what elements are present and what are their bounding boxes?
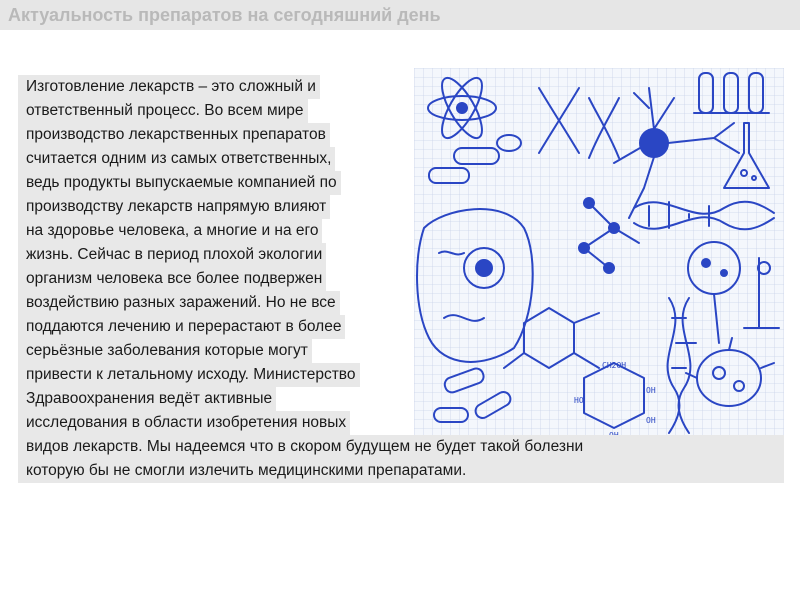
structure-label-ho: HO	[574, 396, 584, 405]
body-line: на здоровье человека, а многие и на его	[18, 219, 322, 243]
body-text	[18, 75, 784, 484]
body-line: видов лекарств. Мы надеемся что в скором будущем не будет такой болезни	[18, 435, 784, 459]
body-line: Изготовление лекарств – это сложный и	[18, 75, 320, 99]
slide-title: Актуальность препаратов на сегодняшний день	[8, 5, 441, 25]
structure-label-oh-2: OH	[646, 416, 656, 425]
body-line: организм человека все более подвержен	[18, 267, 326, 291]
body-line: которую бы не смогли излечить медицинскими препаратами.	[18, 459, 784, 483]
body-line: жизнь. Сейчас в период плохой экологии	[18, 243, 326, 267]
body-line: воздействию разных заражений. Но не все	[18, 291, 340, 315]
body-line: ведь продукты выпускаемые компанией по	[18, 171, 341, 195]
title-bar	[0, 0, 800, 30]
structure-label-oh-1: OH	[646, 386, 656, 395]
body-line: серьёзные заболевания которые могут	[18, 339, 312, 363]
body-line: считается одним из самых ответственных,	[18, 147, 335, 171]
body-line: привести к летальному исходу. Министерство	[18, 363, 360, 387]
structure-label-ch2oh: CH2OH	[602, 361, 627, 370]
body-line: Здравоохранения ведёт активные	[18, 387, 276, 411]
body-line: исследования в области изобретения новых	[18, 411, 350, 435]
body-line: производству лекарств напрямую влияют	[18, 195, 330, 219]
body-line: ответственный процесс. Во всем мире	[18, 99, 308, 123]
body-line: производство лекарственных препаратов	[18, 123, 330, 147]
body-line: поддаются лечению и перерастают в более	[18, 315, 345, 339]
